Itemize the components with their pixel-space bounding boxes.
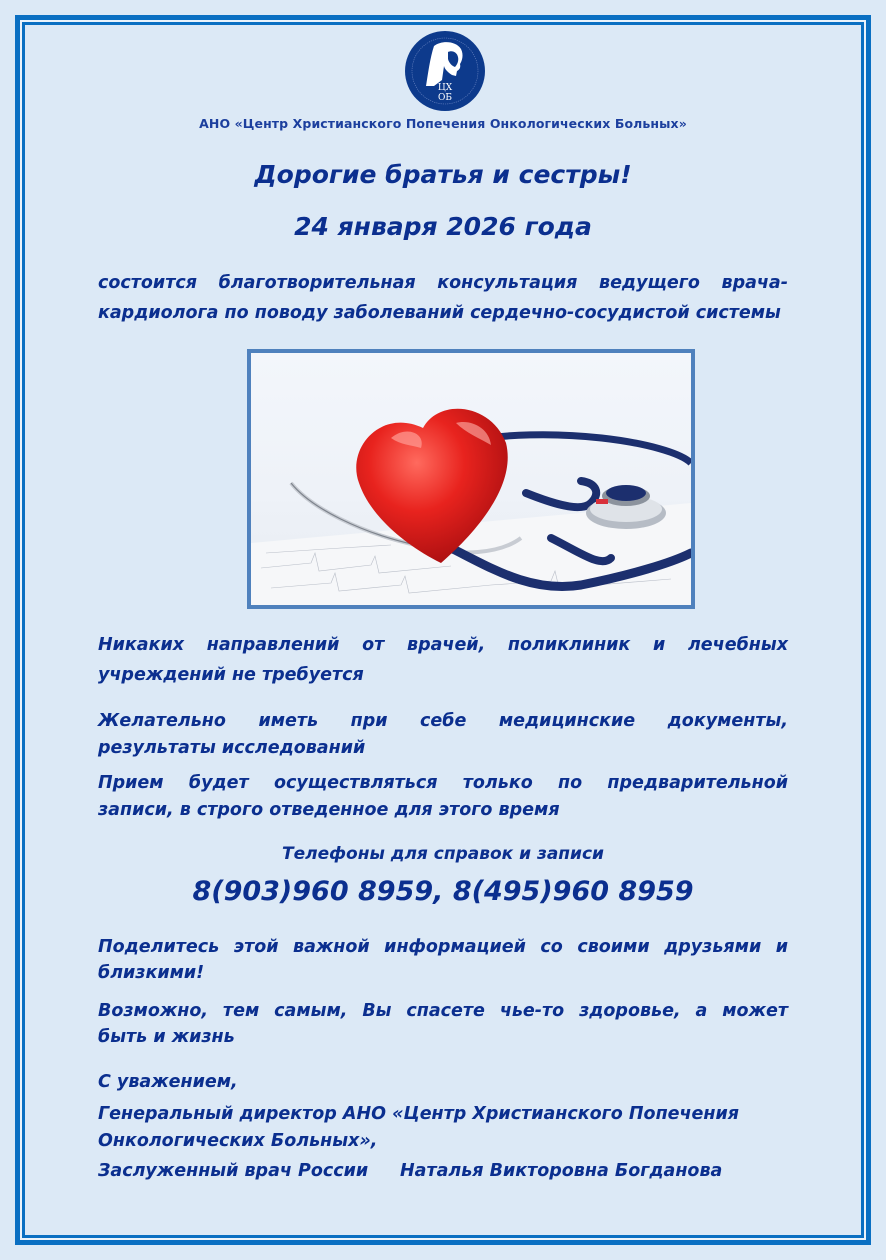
signature-name: Наталья Викторовна Богданова [400,1161,723,1181]
heart-stethoscope-image [247,349,695,609]
note-3-line-1: Прием будет осуществляться только по предварительной [98,773,788,793]
greeting-heading: Дорогие братья и сестры! [254,160,632,189]
signature-title: Заслуженный врач России [98,1161,369,1181]
signature-position-line-2: Онкологических Больных», [98,1131,378,1151]
appeal-1-line-2: близкими! [98,963,205,983]
organization-emblem-icon [404,30,486,112]
note-3-line-2: записи, в строго отведенное для этого время [98,800,560,820]
phones-label: Телефоны для справок и записи [282,844,604,864]
intro-line-1: состоится благотворительная консультация ведущего врача- [98,273,788,293]
signature-closing: С уважением, [98,1072,238,1092]
appeal-1-line-1: Поделитесь этой важной информацией со своими друзьями и [98,937,788,957]
phone-numbers: 8(903)960 8959, 8(495)960 8959 [192,876,694,907]
note-1-line-1: Никаких направлений от врачей, поликлиник и лечебных [98,635,788,655]
signature-position-line-1: Генеральный директор АНО «Центр Христианского Попечения [98,1104,740,1124]
event-date-heading: 24 января 2026 года [294,212,592,241]
appeal-2-line-2: быть и жизнь [98,1027,235,1047]
intro-line-2: кардиолога по поводу заболеваний сердечно-сосудистой системы [98,303,781,323]
note-1-line-2: учреждений не требуется [98,665,364,685]
organization-name: АНО «Центр Христианского Попечения Онкологических Больных» [199,116,687,131]
appeal-2-line-1: Возможно, тем самым, Вы спасете чье-то здоровье, а может [98,1001,788,1021]
svg-text:ОБ: ОБ [438,93,452,103]
note-2-line-1: Желательно иметь при себе медицинские документы, [98,711,788,731]
note-2-line-2: результаты исследований [98,738,366,758]
svg-text:ЦХ: ЦХ [437,83,453,93]
